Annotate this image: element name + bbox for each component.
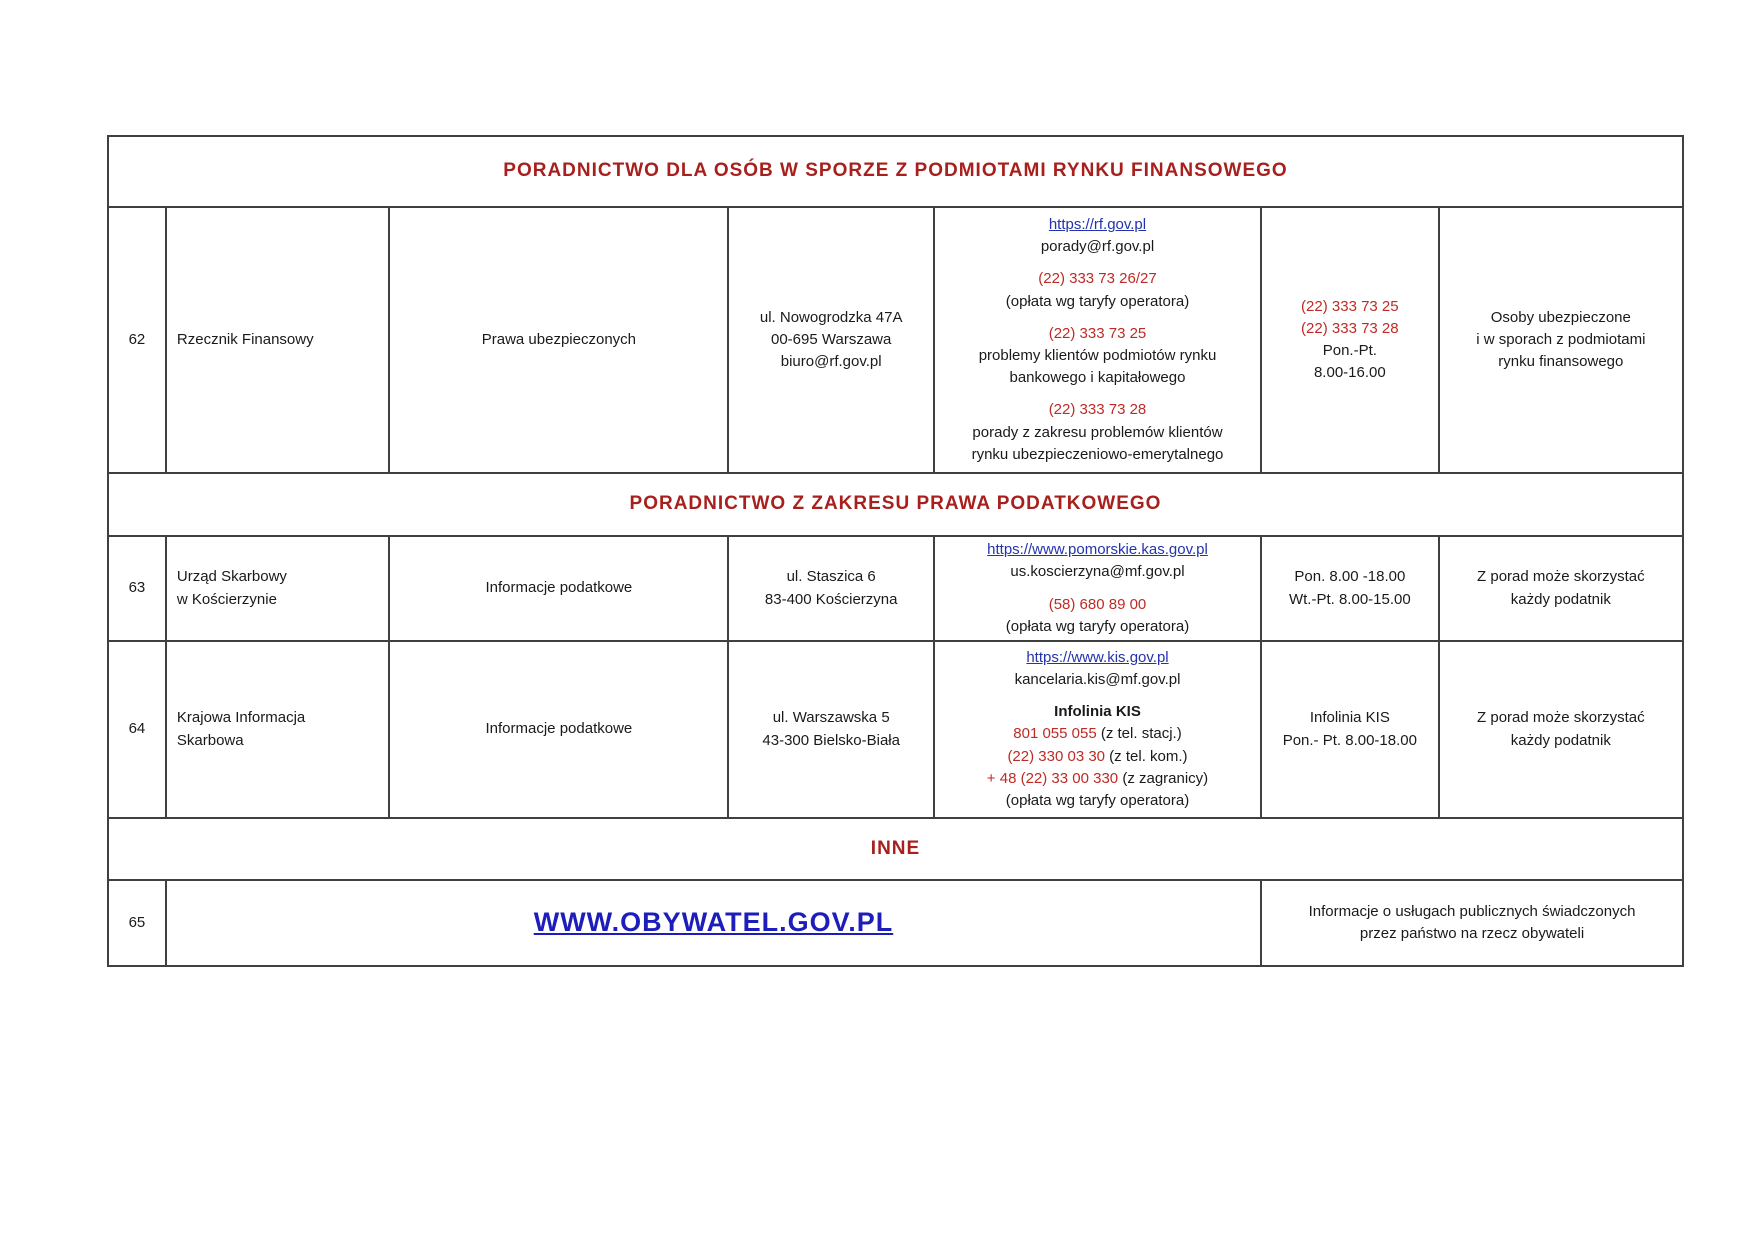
contact-email: kancelaria.kis@mf.gov.pl bbox=[1014, 671, 1181, 689]
phone-number: (22) 333 73 25 bbox=[1048, 324, 1147, 342]
contact-email: us.koscierzyna@mf.gov.pl bbox=[1010, 563, 1185, 581]
contact-web-group bbox=[1041, 214, 1154, 258]
audience-text: Z porad może skorzystać każdy podatnik bbox=[1477, 568, 1645, 608]
row62-contact-cell bbox=[933, 208, 1260, 472]
obywatel-gov-link[interactable]: WWW.OBYWATEL.GOV.PL bbox=[533, 907, 894, 938]
section-header-podatkowy-cell bbox=[109, 474, 1682, 535]
infoline-phone-line-1 bbox=[987, 723, 1208, 745]
phone-note: (z zagranicy) bbox=[1118, 769, 1209, 787]
infoline-title: Infolinia KIS bbox=[1054, 703, 1141, 721]
institution-name: Urząd Skarbowy w Kościerzynie bbox=[176, 568, 287, 608]
contact-phone-group-1 bbox=[1006, 268, 1189, 312]
hours-text: Pon. 8.00 -18.00 Wt.-Pt. 8.00-15.00 bbox=[1288, 568, 1411, 608]
row63-scope-cell bbox=[388, 537, 727, 640]
institution-name: Krajowa Informacja Skarbowa bbox=[176, 709, 306, 749]
row65-link-cell bbox=[165, 881, 1260, 965]
phone-number: (22) 333 73 28 bbox=[1048, 401, 1147, 419]
phone-number: (22) 333 73 26/27 bbox=[1038, 270, 1157, 288]
phone-note: (opłata wg taryfy operatora) bbox=[1005, 292, 1190, 310]
table-row-63 bbox=[109, 535, 1682, 640]
info-text: Informacje o usługach publicznych świadczonych przez państwo na rzecz obywateli bbox=[1308, 902, 1636, 942]
scope-label: Informacje podatkowe bbox=[485, 579, 633, 597]
row64-contact-cell bbox=[933, 642, 1260, 817]
institution-name: Rzecznik Finansowy bbox=[176, 330, 314, 348]
row63-hours-cell bbox=[1260, 537, 1438, 640]
infoline-phone-line-3 bbox=[987, 768, 1208, 790]
hours-text: Infolinia KIS Pon.- Pt. 8.00-18.00 bbox=[1282, 709, 1417, 749]
audience-text: Osoby ubezpieczone i w sporach z podmiotami rynku finansowego bbox=[1476, 308, 1646, 371]
infoline-phone-line-2 bbox=[987, 746, 1208, 768]
contact-phone-group-2 bbox=[979, 323, 1217, 390]
row-number: 63 bbox=[128, 579, 146, 597]
rf-gov-link[interactable]: https://rf.gov.pl bbox=[1048, 216, 1147, 234]
contact-phone-group bbox=[1006, 594, 1189, 638]
phone-note: (z tel. kom.) bbox=[1105, 747, 1188, 765]
fee-note: (opłata wg taryfy operatora) bbox=[1005, 791, 1190, 809]
advisory-table bbox=[107, 135, 1684, 967]
row-number: 62 bbox=[128, 330, 146, 348]
table-row-65 bbox=[109, 879, 1682, 965]
row62-number-cell bbox=[109, 208, 165, 472]
section-header-podatkowy bbox=[109, 472, 1682, 535]
contact-web-group bbox=[1015, 647, 1181, 691]
kis-gov-link[interactable]: https://www.kis.gov.pl bbox=[1026, 648, 1169, 666]
phone-number: 801 055 055 bbox=[1013, 725, 1097, 743]
section-header-finansowy bbox=[109, 137, 1682, 206]
row-number: 65 bbox=[128, 913, 146, 931]
phone-number: + 48 (22) 33 00 330 bbox=[986, 769, 1119, 787]
row64-hours-cell bbox=[1260, 642, 1438, 817]
section-header-inne bbox=[109, 817, 1682, 879]
row64-scope-cell bbox=[388, 642, 727, 817]
table-row-62 bbox=[109, 206, 1682, 472]
section-header-inne-cell bbox=[109, 819, 1682, 879]
section-title-podatkowy: PORADNICTWO Z ZAKRESU PRAWA PODATKOWEGO bbox=[629, 493, 1162, 515]
address-text: ul. Warszawska 5 43-300 Bielsko-Biała bbox=[762, 709, 900, 749]
contact-phone-group-3 bbox=[972, 399, 1224, 466]
row64-address-cell bbox=[727, 642, 932, 817]
scope-label: Prawa ubezpieczonych bbox=[481, 330, 637, 348]
section-title-inne: INNE bbox=[870, 837, 921, 859]
row65-info-cell bbox=[1260, 881, 1682, 965]
table-row-64 bbox=[109, 640, 1682, 817]
contact-web-group bbox=[987, 539, 1208, 583]
hours-time: 8.00-16.00 bbox=[1313, 364, 1386, 382]
section-header-finansowy-cell bbox=[109, 137, 1682, 206]
phone-note: porady z zakresu problemów klientów rynku ubezpieczeniowo-emerytalnego bbox=[971, 423, 1224, 463]
row63-audience-cell bbox=[1438, 537, 1682, 640]
address-text: ul. Staszica 6 83-400 Kościerzyna bbox=[764, 568, 898, 608]
scope-label: Informacje podatkowe bbox=[485, 720, 633, 738]
phone-number: (58) 680 89 00 bbox=[1048, 595, 1147, 613]
row63-contact-cell bbox=[933, 537, 1260, 640]
infoline-group bbox=[987, 701, 1208, 812]
section-title-finansowy: PORADNICTWO DLA OSÓB W SPORZE Z PODMIOTAMI RYNKU FINANSOWEGO bbox=[503, 160, 1288, 182]
row63-name-cell bbox=[165, 537, 388, 640]
phone-note: (opłata wg taryfy operatora) bbox=[1005, 617, 1190, 635]
audience-text: Z porad może skorzystać każdy podatnik bbox=[1477, 709, 1645, 749]
phone-note: (z tel. stacj.) bbox=[1096, 725, 1182, 743]
row-number: 64 bbox=[128, 720, 146, 738]
row62-name-cell bbox=[165, 208, 388, 472]
row63-address-cell bbox=[727, 537, 932, 640]
hours-days: Pon.-Pt. bbox=[1322, 342, 1377, 359]
pomorskie-kas-link[interactable]: https://www.pomorskie.kas.gov.pl bbox=[987, 541, 1208, 559]
row64-number-cell bbox=[109, 642, 165, 817]
address-text: ul. Nowogrodzka 47A 00-695 Warszawa biuro@rf.gov.pl bbox=[759, 308, 903, 371]
row62-scope-cell bbox=[388, 208, 727, 472]
row63-number-cell bbox=[109, 537, 165, 640]
row65-number-cell bbox=[109, 881, 165, 965]
hours-phone: (22) 333 73 25 bbox=[1301, 297, 1399, 315]
hours-phone: (22) 333 73 28 bbox=[1301, 319, 1399, 337]
row64-name-cell bbox=[165, 642, 388, 817]
contact-email: porady@rf.gov.pl bbox=[1040, 238, 1155, 256]
phone-note: problemy klientów podmiotów rynku bankowego i kapitałowego bbox=[978, 347, 1217, 387]
row62-audience-cell bbox=[1438, 208, 1682, 472]
row62-address-cell bbox=[727, 208, 932, 472]
phone-number: (22) 330 03 30 bbox=[1007, 747, 1106, 765]
row64-audience-cell bbox=[1438, 642, 1682, 817]
row62-hours-cell bbox=[1260, 208, 1438, 472]
